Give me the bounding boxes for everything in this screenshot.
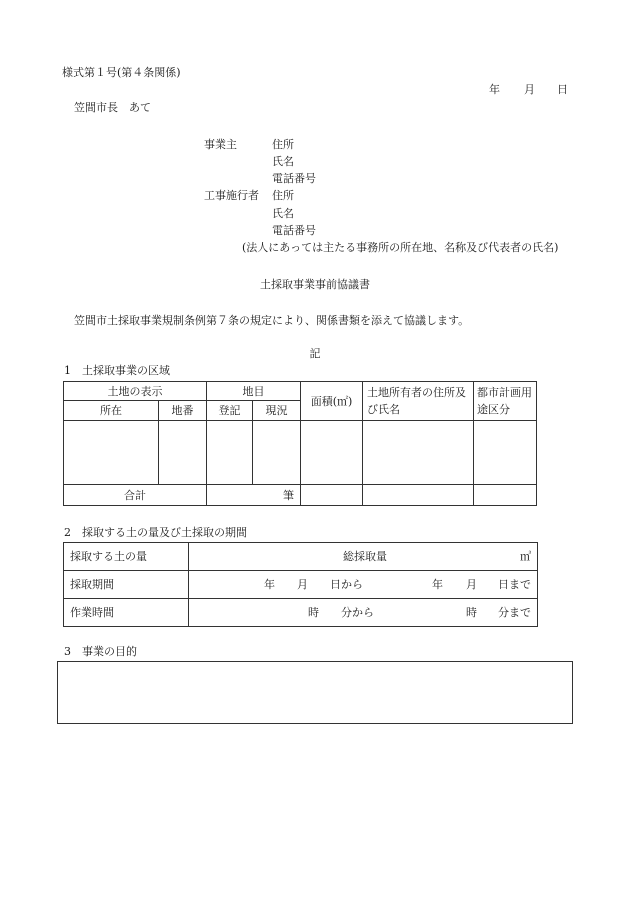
- addressee: 笠間市長 あて: [74, 101, 151, 114]
- current-cell[interactable]: [253, 421, 301, 485]
- owner-address-label: 住所: [272, 138, 294, 151]
- minute-start: 分から: [341, 606, 374, 619]
- hitsu-label: 筆: [207, 485, 301, 506]
- total-row: [64, 485, 537, 506]
- registered-header: 登記: [207, 401, 253, 421]
- date-month: 月: [524, 83, 535, 96]
- owner-label: 事業主: [204, 138, 237, 151]
- contractor-address-label: 住所: [272, 189, 294, 202]
- location-cell[interactable]: [64, 421, 159, 485]
- period-cell[interactable]: [189, 571, 538, 599]
- current-header: 現況: [253, 401, 301, 421]
- cubic-meter-unit: ㎥: [520, 550, 531, 563]
- period-label: 採取期間: [64, 571, 189, 599]
- chimoku-header: 地目: [207, 382, 301, 401]
- location-header: 所在: [64, 401, 159, 421]
- lot-number-cell[interactable]: [159, 421, 207, 485]
- land-table: [63, 381, 537, 506]
- owner-name-label: 氏名: [272, 155, 294, 168]
- date-year: 年: [489, 83, 500, 96]
- period-month-end: 月: [466, 578, 477, 591]
- minute-end: 分まで: [498, 606, 531, 619]
- form-number: 様式第１号(第４条関係): [62, 66, 181, 79]
- date-day: 日: [557, 83, 568, 96]
- contractor-label: 工事施行者: [204, 189, 259, 202]
- lot-number-header: 地番: [159, 401, 207, 421]
- work-hours-cell[interactable]: [189, 599, 538, 627]
- section1-heading: 1 土採取事業の区域: [64, 364, 170, 377]
- ki-label: 記: [309, 347, 321, 360]
- area-cell[interactable]: [301, 421, 363, 485]
- period-day-end: 日まで: [498, 578, 531, 591]
- section2-heading: 2 採取する土の量及び土採取の期間: [64, 526, 247, 539]
- purpose-box[interactable]: [57, 661, 573, 724]
- owner-cell[interactable]: [363, 421, 474, 485]
- contractor-phone-label: 電話番号: [272, 224, 316, 237]
- owner-header: 土地所有者の住所及び氏名: [363, 382, 474, 421]
- soil-amount-cell[interactable]: [189, 543, 538, 571]
- city-planning-cell[interactable]: [474, 421, 537, 485]
- land-display-header: 土地の表示: [64, 382, 207, 401]
- registered-cell[interactable]: [207, 421, 253, 485]
- total-city-cell[interactable]: [474, 485, 537, 506]
- document-title: 土採取事業事前協議書: [260, 278, 370, 291]
- document-body: 笠間市土採取事業規制条例第７条の規定により、関係書類を添えて協議します。: [74, 314, 470, 327]
- period-year-end: 年: [432, 578, 443, 591]
- area-header: 面積(㎡): [301, 382, 363, 421]
- hour-end: 時: [466, 606, 477, 619]
- total-owner-cell[interactable]: [363, 485, 474, 506]
- period-day-start: 日から: [330, 578, 363, 591]
- corporation-note: (法人にあっては主たる事務所の所在地、名称及び代表者の氏名): [242, 241, 559, 254]
- period-month-start: 月: [297, 578, 308, 591]
- city-planning-header: 都市計画用途区分: [474, 382, 537, 421]
- owner-phone-label: 電話番号: [272, 172, 316, 185]
- section3-heading: 3 事業の目的: [64, 645, 137, 658]
- contractor-name-label: 氏名: [272, 207, 294, 220]
- period-table: [63, 542, 538, 627]
- land-data-row: [64, 421, 537, 485]
- total-amount-label: 総採取量: [343, 550, 387, 563]
- soil-amount-label: 採取する土の量: [64, 543, 189, 571]
- total-area-cell[interactable]: [301, 485, 363, 506]
- work-hours-label: 作業時間: [64, 599, 189, 627]
- total-label: 合計: [64, 485, 207, 506]
- hour-start: 時: [308, 606, 319, 619]
- period-year-start: 年: [264, 578, 275, 591]
